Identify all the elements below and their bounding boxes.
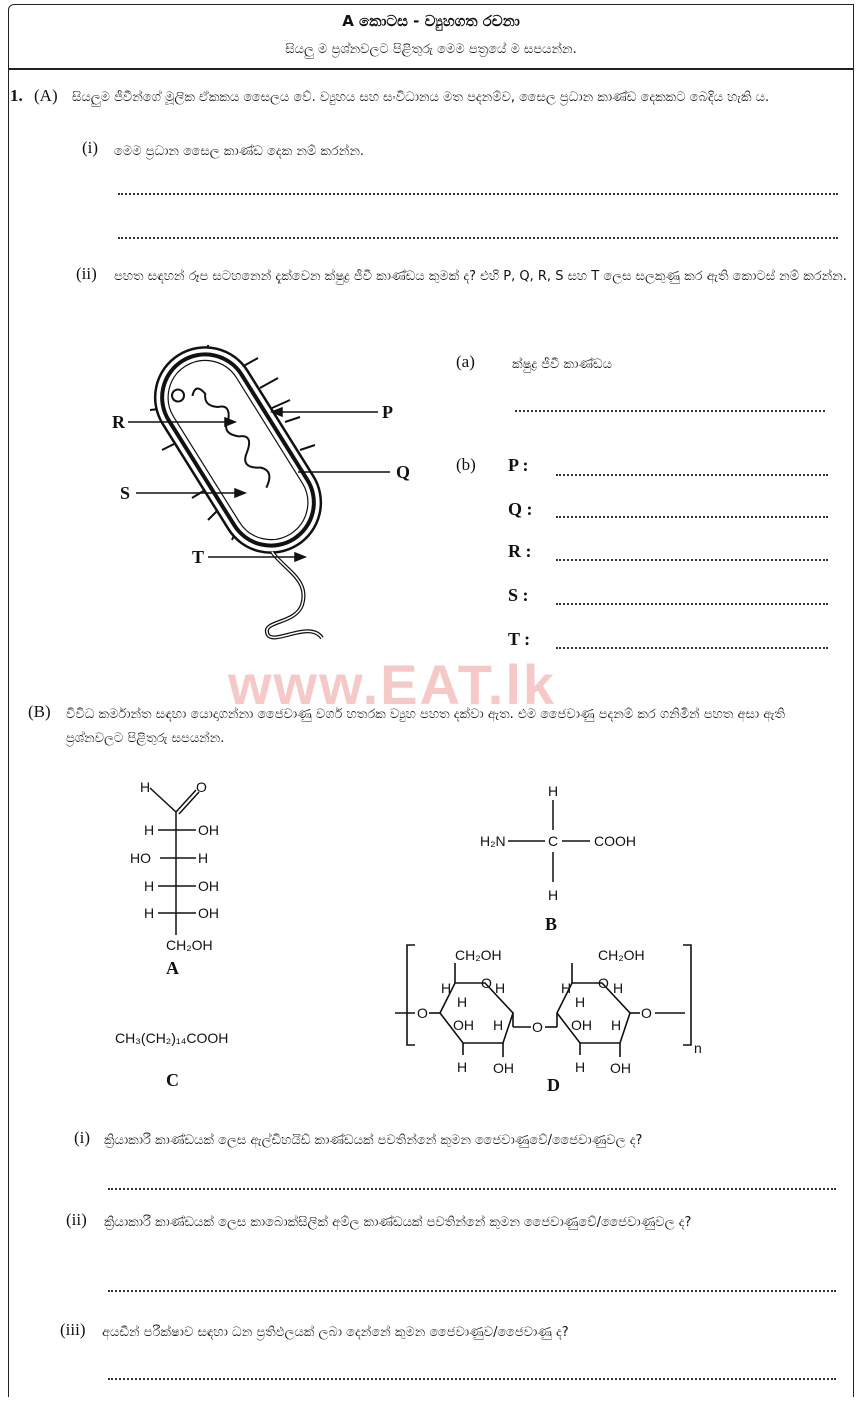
b-q2-label: (ii): [66, 1210, 87, 1229]
answer-line-r[interactable]: [556, 559, 828, 561]
atom-label: H: [144, 905, 155, 921]
atom-label: OH: [610, 1060, 631, 1076]
b-q3-label: (iii): [60, 1320, 86, 1339]
structure-a: [110, 770, 240, 980]
atom-label: H: [144, 878, 155, 894]
sub-ii-text: පහත සඳහන් රූප සටහනෙන් දැක්වෙන ක්ෂුද්‍ර ජීවී කාණ්ඩය කුමක් ද? එහි P, Q, R, S සහ T ලෙස සලකුණු කර ඇති කොටස් නම් කරන්න.: [114, 269, 847, 284]
atom-label: CH₂OH: [455, 947, 502, 963]
atom-label: H: [613, 980, 624, 996]
section-title: A කොටස - ව්‍යුහගත රචනා: [342, 12, 520, 30]
atom-label: O: [532, 1019, 543, 1035]
atom-label: H₂N: [480, 833, 506, 849]
part-b-text: විවිධ කර්මාන්ත සඳහා යොදාගන්නා ජෛවාණු වර්ග හතරක ව්‍යුහ පහත දක්වා ඇත. එම ජෛවාණු පදනම් කර ගනිමින් පහත අසා ඇති ප්‍රශ්නවලට පිළිතුරු සපයන්න.: [66, 707, 786, 746]
answer-line[interactable]: [515, 410, 825, 412]
structure-b: [470, 770, 660, 935]
b-q2-text: ක්‍රියාකාරී කාණ්ඩයක් ලෙස කාබොක්සිලික් අම්ල කාණ්ඩයක් පවතින්නේ කුමන ජෛවාණුවේ/ජෛවාණුවල ද?: [104, 1215, 692, 1230]
part-a-text: සියලුම ජීවීන්ගේ මූලික ඒකකය සෛලය වේ. ව්‍යුහය සහ සංවිධානය මත පදනම්ව, සෛල ප්‍රධාන කාණ්ඩ දෙකකට බෙදිය හැකි ය.: [72, 90, 770, 105]
header-divider: [8, 68, 854, 70]
answer-line-q[interactable]: [556, 516, 828, 518]
watermark: www.EAT.lk: [228, 653, 557, 716]
atom-label: COOH: [594, 833, 636, 849]
label-s: S: [120, 483, 131, 503]
answer-line-t[interactable]: [556, 647, 828, 649]
b-q1-text: ක්‍රියාකාරී කාණ්ඩයක් ලෙස ඇල්ඩිහයිඩ් කාණ්ඩයක් පවතින්නේ කුමන ජෛවාණුවේ/ජෛවාණුවල ද?: [104, 1133, 643, 1148]
question-number: 1.: [10, 86, 23, 105]
answer-line-p[interactable]: [556, 474, 828, 476]
atom-label: OH: [198, 878, 219, 894]
b-q1-label: (i): [74, 1128, 91, 1147]
atom-label: H: [611, 1017, 622, 1033]
atom-label: O: [417, 1005, 428, 1021]
atom-label: OH: [198, 822, 219, 838]
answer-line[interactable]: [118, 193, 838, 195]
sub-i-label: (i): [82, 138, 99, 157]
part-r: R :: [508, 541, 532, 561]
structure-label-b: B: [545, 914, 558, 934]
answer-b-label: (b): [456, 455, 476, 474]
atom-label: H: [548, 887, 559, 903]
answer-a-text: ක්ෂුද්‍ර ජීවී කාණ්ඩය: [512, 357, 612, 372]
atom-label: O: [598, 975, 609, 991]
atom-label: C: [548, 833, 559, 849]
flagellum: [267, 552, 322, 638]
structure-c-formula: CH₃(CH₂)₁₄COOH: [115, 1030, 229, 1046]
part-b-label: (B): [28, 702, 51, 721]
atom-label: OH: [571, 1017, 592, 1033]
answer-line[interactable]: [118, 237, 838, 239]
section-instruction: සියලු ම ප්‍රශ්නවලට පිළිතුරු මෙම පත්‍රයේ ම සපයන්න.: [285, 42, 577, 57]
atom-label: OH: [493, 1060, 514, 1076]
part-s: S :: [508, 585, 529, 605]
answer-line[interactable]: [108, 1290, 836, 1292]
answer-a-label: (a): [456, 352, 475, 371]
capsule: [136, 330, 340, 571]
atom-label: H: [561, 980, 572, 996]
atom-label: H: [493, 1017, 504, 1033]
atom-label: OH: [453, 1017, 474, 1033]
atom-label: O: [641, 1005, 652, 1021]
part-q: Q :: [508, 499, 533, 519]
structure-label-d: D: [547, 1075, 560, 1095]
part-t: T :: [508, 629, 531, 649]
b-q3-text: අයඩීන් පරීක්ෂාව සඳහා ධන ප්‍රතිඵලයක් ලබා දෙන්නේ කුමන ජෛවාණුව/ජෛවාණු ද?: [102, 1325, 569, 1340]
atom-label: H: [441, 980, 452, 996]
atom-label: HO: [130, 850, 151, 866]
atom-label: H: [457, 994, 468, 1010]
atom-label: H: [575, 1059, 586, 1075]
part-p: P :: [508, 455, 529, 475]
sub-ii-label: (ii): [76, 264, 97, 283]
structure-d: [395, 935, 715, 1097]
answer-line[interactable]: [108, 1188, 836, 1190]
atom-label: H: [140, 779, 151, 795]
cell-body: [136, 330, 340, 571]
bacterium-diagram: [100, 330, 440, 650]
atom-label: O: [196, 779, 207, 795]
atom-label: CH₂OH: [598, 947, 645, 963]
atom-label: H: [548, 783, 559, 799]
atom-label: H: [495, 980, 506, 996]
label-p: P: [382, 402, 393, 422]
atom-label: H: [198, 850, 209, 866]
answer-line[interactable]: [108, 1378, 836, 1380]
atom-label: OH: [198, 905, 219, 921]
atom-label: H: [457, 1059, 468, 1075]
answer-line-s[interactable]: [556, 603, 828, 605]
atom-label: H: [575, 994, 586, 1010]
atom-label: O: [481, 975, 492, 991]
structure-label-a: A: [166, 958, 179, 978]
repeat-subscript: n: [694, 1040, 702, 1056]
label-q: Q: [396, 462, 411, 482]
structure-label-c: C: [166, 1070, 179, 1090]
atom-label: CH₂OH: [166, 937, 213, 953]
sub-i-text: මෙම ප්‍රධාන සෛල කාණ්ඩ දෙක නම් කරන්න.: [114, 144, 365, 159]
part-a-label: (A): [34, 86, 58, 105]
label-r: R: [112, 412, 125, 432]
label-t: T: [192, 547, 205, 567]
atom-label: H: [144, 822, 155, 838]
